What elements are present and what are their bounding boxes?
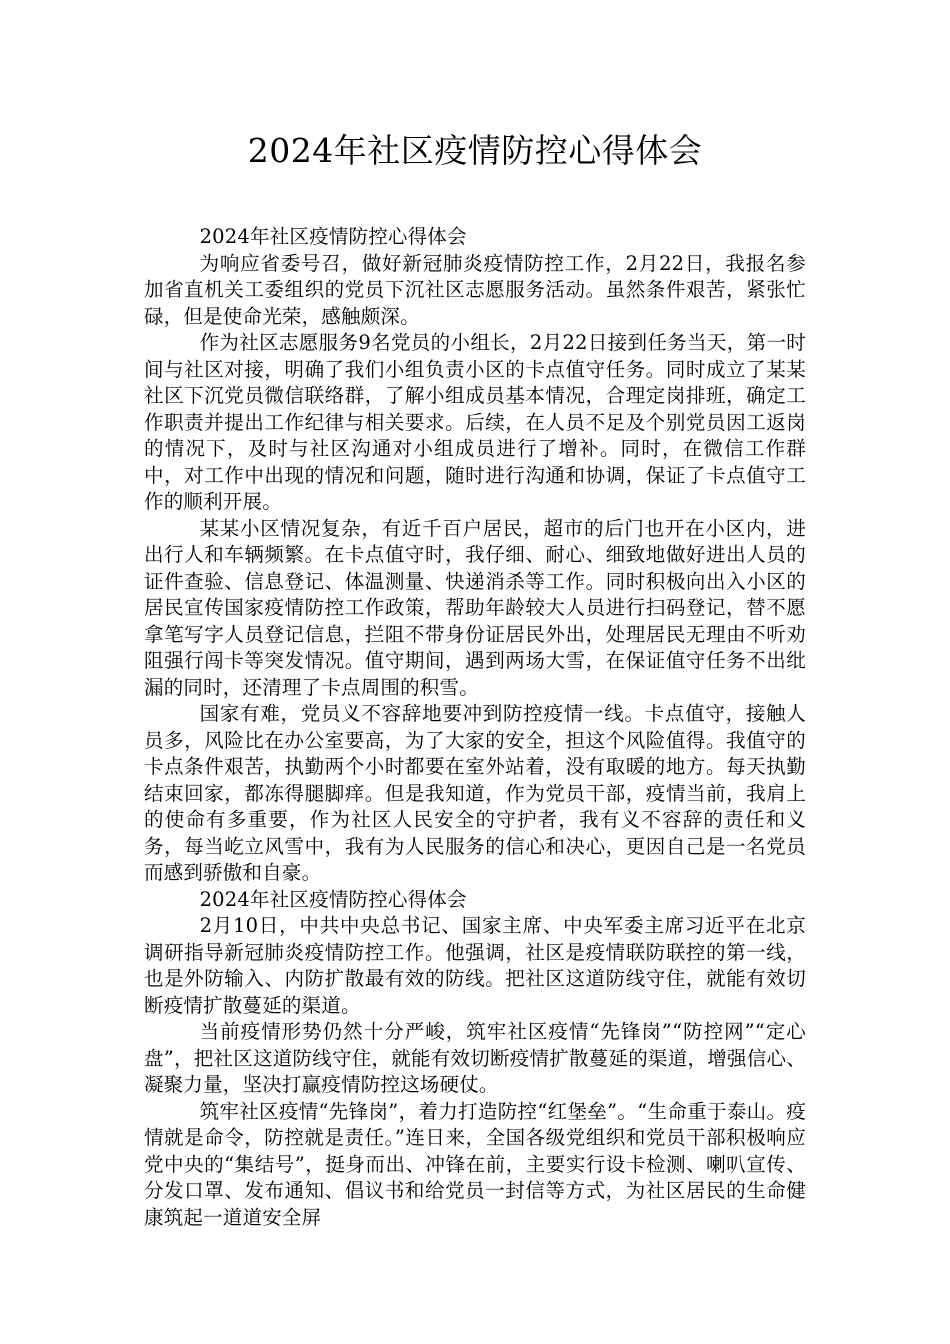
paragraph-subtitle: 2024年社区疫情防控心得体会: [199, 225, 467, 248]
paragraph: 作为社区志愿服务9名党员的小组长，2月22日接到任务当天，第一时间与社区对接，明确了我们小组负责小区的卡点值守任务。同时成立了某某社区下沉党员微信联络群，了解小组成员基本情况，合理定岗排班，确定工作职责并提出工作纪律与相关要求。后续，在人员不足及个别党员因工返岗的情况下，及时与社区沟通对小组成员进行了增补。同时，在微信工作群中，对工作中出现的情况和问题，随时进行沟通和协调，保证了卡点值守工作的顺利开展。: [144, 331, 806, 513]
paragraph: 2月10日，中共中央总书记、国家主席、中央军委主席习近平在北京调研指导新冠肺炎疫情防控工作。他强调，社区是疫情联防联控的第一线，也是外防输入、内防扩散最有效的防线。把社区这道防线守住，就能有效切断疫情扩散蔓延的渠道。: [144, 914, 806, 1017]
paragraph: 国家有难，党员义不容辞地要冲到防控疫情一线。卡点值守，接触人员多，风险比在办公室要高，为了大家的安全，担这个风险值得。我值守的卡点条件艰苦，执勤两个小时都要在室外站着，没有取暖的地方。每天执勤结束回家，都冻得腿脚痒。但是我知道，作为党员干部，疫情当前，我肩上的使命有多重要，作为社区人民安全的守护者，我有义不容辞的责任和义务，每当屹立风雪中，我有为人民服务的信心和决心，更因自己是一名党员而感到骄傲和自豪。: [144, 702, 806, 884]
paragraph-subtitle: 2024年社区疫情防控心得体会: [199, 887, 467, 911]
paragraph: 筑牢社区疫情“先锋岗”，着力打造防控“红堡垒”。“生命重于泰山。疫情就是命令，防控就是责任。”连日来，全国各级党组织和党员干部积极响应党中央的“集结号”，挺身而出、冲锋在前，主要实行设卡检测、喇叭宣传、分发口罩、发布通知、倡议书和给党员一封信等方式，为社区居民的生命健康筑起一道道安全屏: [144, 1099, 806, 1229]
paragraph: 某某小区情况复杂，有近千百户居民，超市的后门也开在小区内，进出行人和车辆频繁。在卡点值守时，我仔细、耐心、细致地做好进出人员的证件查验、信息登记、体温测量、快递消杀等工作。同时积极向出入小区的居民宣传国家疫情防控工作政策，帮助年龄较大人员进行扫码登记，替不愿拿笔写字人员登记信息，拦阻不带身份证居民外出，处理居民无理由不听劝阻强行闯卡等突发情况。值守期间，遇到两场大雪，在保证值守任务不出纰漏的同时，还清理了卡点周围的积雪。: [144, 516, 806, 699]
document-body: [144, 224, 806, 1231]
paragraph: 当前疫情形势仍然十分严峻，筑牢社区疫情“先锋岗”“防控网”“定心盘”，把社区这道防线守住，就能有效切断疫情扩散蔓延的渠道，增强信心、凝聚力量，坚决打赢疫情防控这场硬仗。: [144, 1020, 806, 1096]
paragraph: 为响应省委号召，做好新冠肺炎疫情防控工作，2月22日，我报名参加省直机关工委组织的党员下沉社区志愿服务活动。虽然条件艰苦，紧张忙碌，但是使命光荣，感触颇深。: [144, 251, 806, 328]
document-title: 2024年社区疫情防控心得体会: [247, 131, 703, 170]
